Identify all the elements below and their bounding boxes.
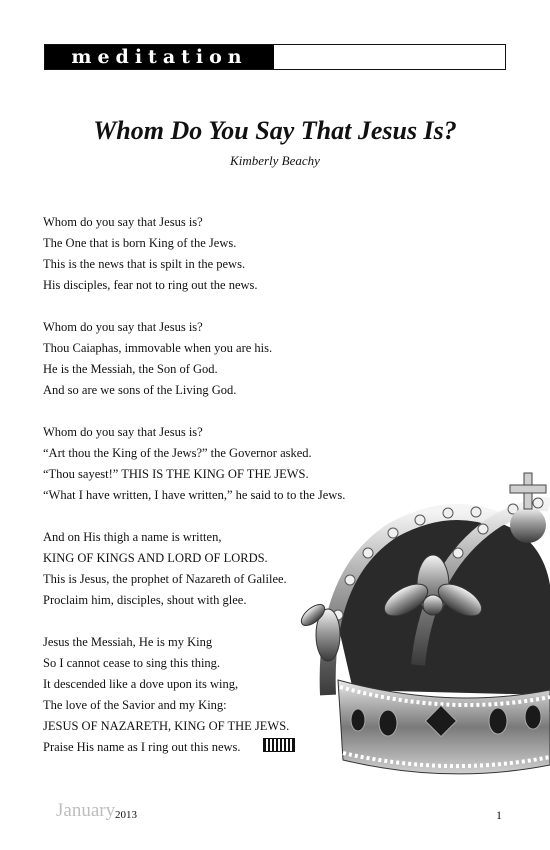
poem-line: And on His thigh a name is written, — [43, 530, 222, 544]
poem-line: His disciples, fear not to ring out the news. — [43, 278, 258, 292]
section-header-blank — [274, 45, 505, 69]
poem-line-text: Praise His name as I ring out this news. — [43, 740, 241, 754]
poem-line: This is Jesus, the prophet of Nazareth of Galilee. — [43, 572, 287, 586]
stanza — [43, 212, 373, 296]
poem-line: Proclaim him, disciples, shout with glee. — [43, 593, 247, 607]
poem-line: This is the news that is spilt in the pews. — [43, 257, 246, 271]
poem-line: He is the Messiah, the Son of God. — [43, 362, 218, 376]
poem-line: It descended like a dove upon its wing, — [43, 677, 239, 691]
poem-line: Jesus the Messiah, He is my King — [43, 635, 213, 649]
page-number: 1 — [496, 808, 502, 822]
poem-line: The One that is born King of the Jews. — [43, 236, 237, 250]
poem-line: “Art thou the King of the Jews?” the Governor asked. — [43, 446, 312, 460]
poem-line: KING OF KINGS AND LORD OF LORDS. — [43, 551, 268, 565]
poem-line: Thou Caiaphas, immovable when you are his. — [43, 341, 273, 355]
footer-month: January — [56, 800, 116, 821]
poem-line: Whom do you say that Jesus is? — [43, 215, 203, 229]
article-title: Whom Do You Say That Jesus Is? — [93, 116, 457, 145]
poem-line: And so are we sons of the Living God. — [43, 383, 237, 397]
end-ornament-icon — [263, 738, 295, 752]
poem-line: “Thou sayest!” THIS IS THE KING OF THE JEWS. — [43, 467, 309, 481]
article-author: Kimberly Beachy — [230, 153, 320, 168]
poem-line: “What I have written, I have written,” he said to to the Jews. — [43, 488, 346, 502]
section-header — [44, 44, 506, 70]
crown-icon — [298, 465, 550, 783]
poem-line: So I cannot cease to sing this thing. — [43, 656, 221, 670]
section-label: meditation — [45, 45, 274, 69]
stanza — [43, 317, 373, 401]
poem-line: Whom do you say that Jesus is? — [43, 320, 203, 334]
poem-line: JESUS OF NAZARETH, KING OF THE JEWS. — [43, 719, 290, 733]
footer-year: 2013 — [115, 809, 137, 821]
poem-line: Whom do you say that Jesus is? — [43, 425, 203, 439]
poem-line: The love of the Savior and my King: — [43, 698, 227, 712]
